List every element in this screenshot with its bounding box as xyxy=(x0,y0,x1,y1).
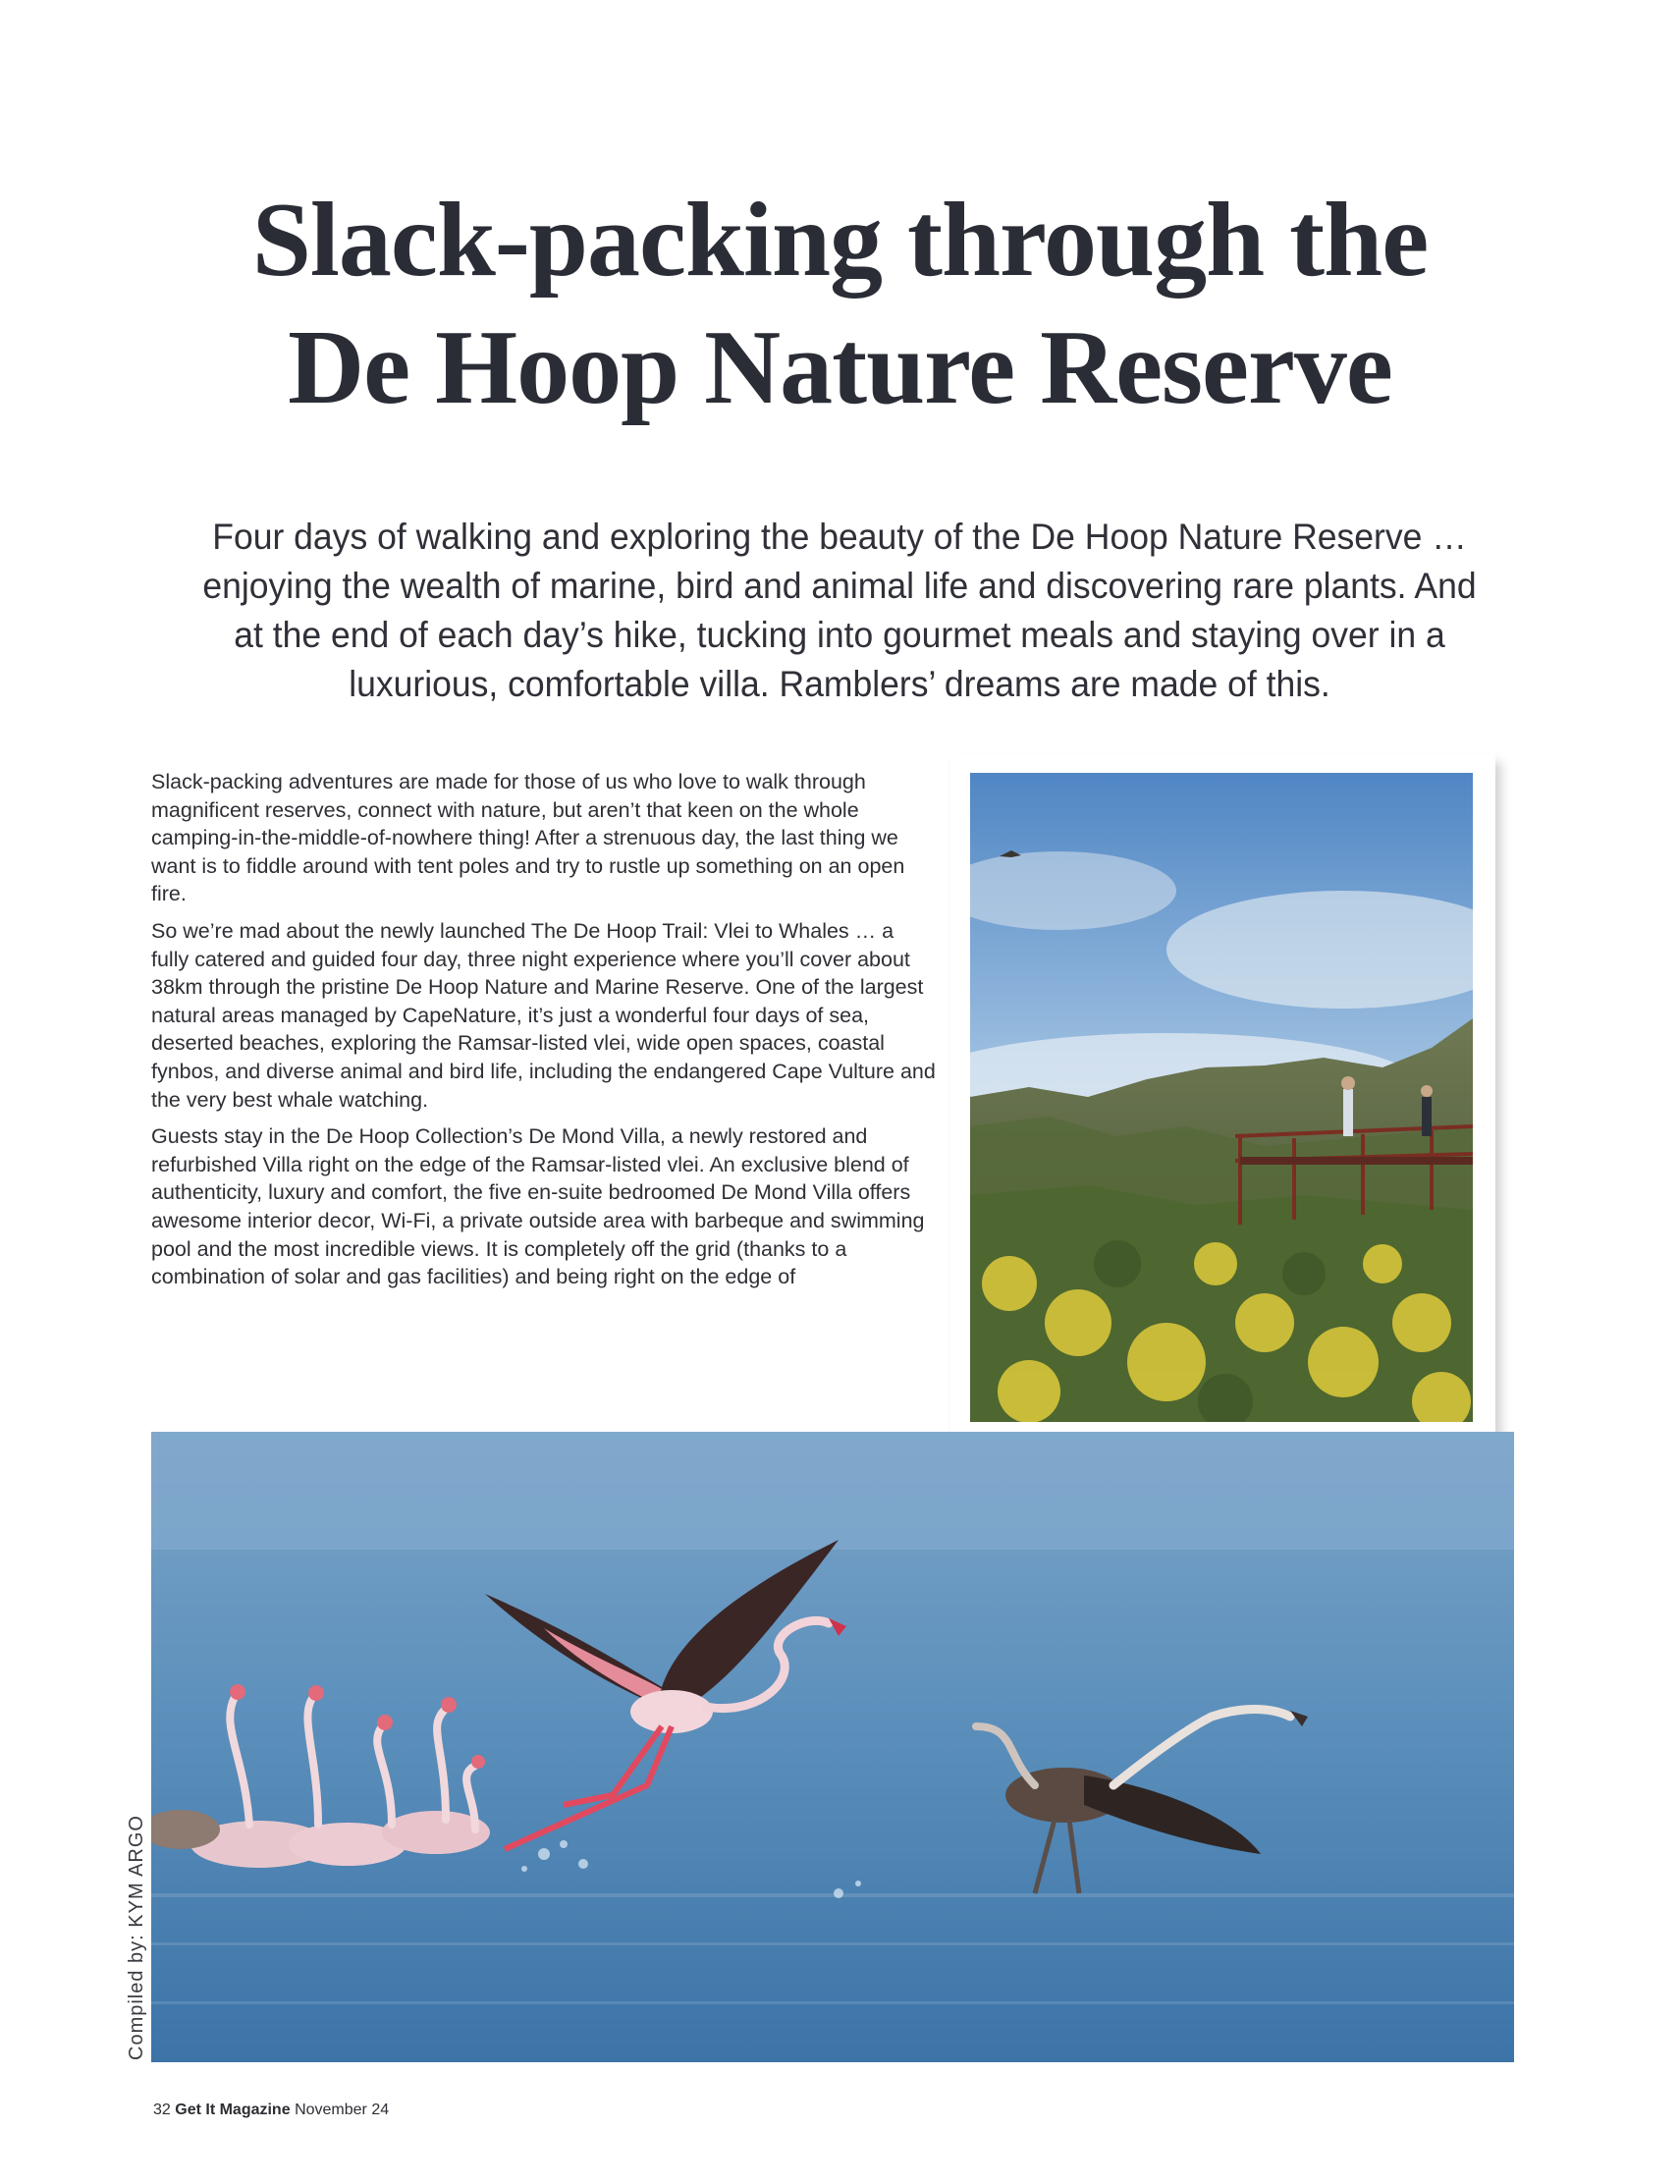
magazine-name: Get It Magazine xyxy=(175,2102,291,2118)
page-number: 32 xyxy=(153,2102,171,2118)
lookout-deck-photo xyxy=(970,773,1473,1422)
photo-credit: Compiled by: KYM ARGO xyxy=(126,1815,147,2060)
flamingo-photo xyxy=(151,1432,1514,2062)
issue-date: November 24 xyxy=(295,2102,390,2118)
article-headline xyxy=(0,177,1680,432)
article-standfirst: Four days of walking and exploring the beauty of the De Hoop Nature Reserve … enjoying the wealth of marine, bird and animal life and discovering rare plants. And at the end of each day’s hike, tucking into gourmet meals and staying over in a luxurious, comfortable villa. Ramblers’ dreams are made of this. xyxy=(202,517,1477,704)
headline-line-1: Slack-packing through the xyxy=(251,182,1429,299)
body-paragraph-1: Slack-packing adventures are made for those of us who love to walk through magnificent reserves, connect with nature, but aren’t that keen on the whole camping-in-the-middle-of-nowhere thing! After a strenuous day, the last thing we want is to fiddle around with tent poles and try to rustle up something on an open fire. xyxy=(151,770,905,906)
headline-line-2: De Hoop Nature Reserve xyxy=(288,309,1392,426)
body-paragraph-2: So we’re mad about the newly launched The De Hoop Trail: Vlei to Whales … a fully catered and guided four day, three night experience where you’ll cover about 38km through the pristine De Hoop Nature and Marine Reserve. One of the largest natural areas managed by CapeNature, it’s just a wonderful four days of sea, deserted beaches, exploring the Ramsar-listed vlei, wide open spaces, coastal fynbos, and diverse animal and bird life, including the endangered Cape Vulture and the very best whale watching. xyxy=(151,918,936,1112)
article-body xyxy=(151,768,937,1300)
body-paragraph-3: Guests stay in the De Hoop Collection’s De Mond Villa, a newly restored and refurbished Villa right on the edge of the Ramsar-listed vlei. An exclusive blend of authenticity, luxury and comfort, the five en-suite bedroomed De Mond Villa offers awesome interior decor, Wi-Fi, a private outside area with barbeque and swimming pool and the most incredible views. It is completely off the grid (thanks to a combination of solar and gas facilities) and being right on the edge of xyxy=(151,1124,925,1289)
page-footer xyxy=(153,2102,389,2119)
